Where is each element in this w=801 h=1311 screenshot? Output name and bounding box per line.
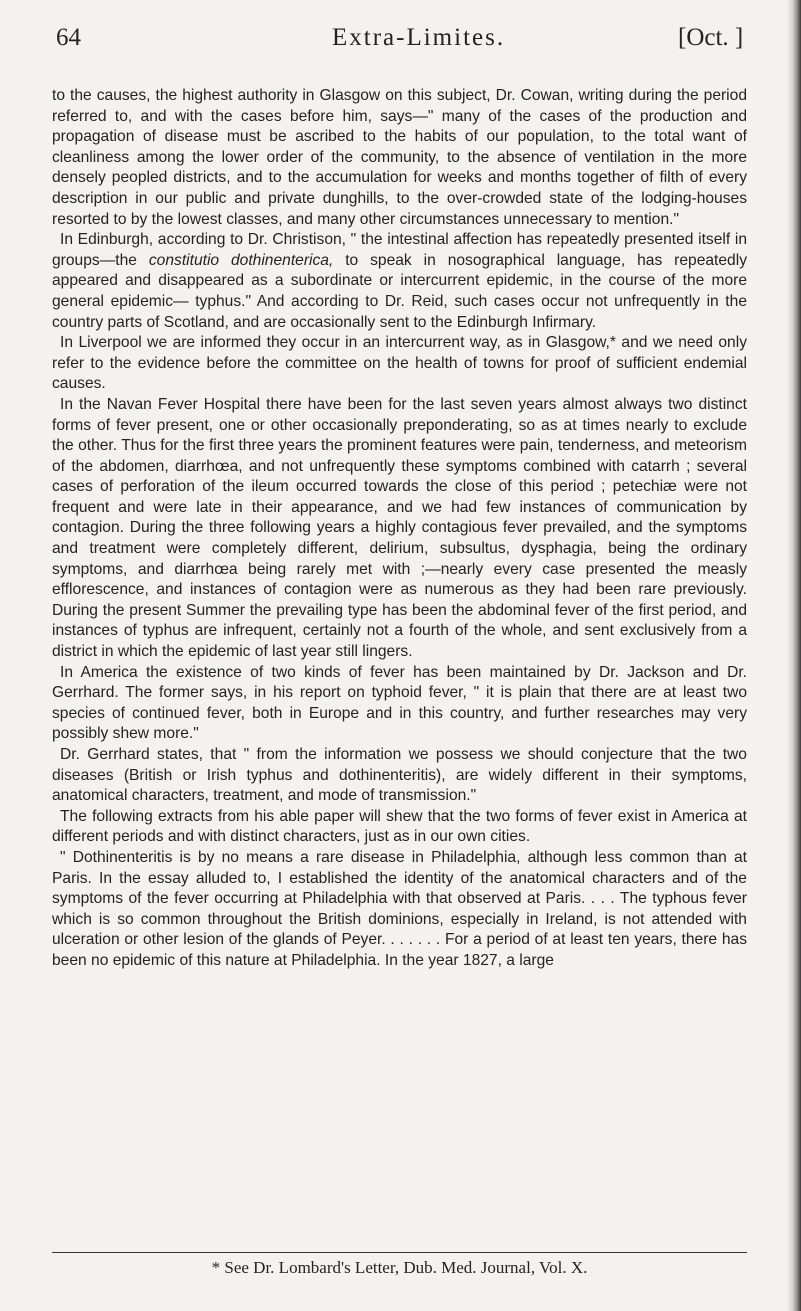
page-number: 64 [56, 24, 81, 51]
paragraph-glasgow: to the causes, the highest authority in Glasgow on this subject, Dr. Cowan, writing during the period referred to, and with the cases before him, says—" many of the cases of the production and propagation of disease must be ascribed to the habits of our population, to the total want of cleanliness among the lower order of the community, to the absence of ventilation in the more densely peopled districts, and to the accumulation for weeks and months together of filth of every description in our public and private dunghills, to the over-crowded state of the lodging-houses resorted to by the lowest classes, and many other circumstances unnecessary to mention." [52, 87, 747, 228]
paragraph-edinburgh [52, 230, 747, 333]
issue-date-mark: [Oct. ] [678, 24, 744, 51]
paragraph-edinburgh-latin-term: constitutio dothinenterica, [148, 251, 334, 269]
footnote-divider [52, 1252, 747, 1253]
paragraph-quotation: " Dothinenteritis is by no means a rare disease in Philadelphia, although less common than at Paris. In the essay alluded to, I established the identity of the anatomical characters and of the symptoms of the fever occurring at Philadelphia with that observed at Paris. . . . The typhous fever which is so common throughout the British dominions, especially in Ireland, is not attended with ulceration or other lesion of the glands of Peyer. . . . . . . For a period of at least ten years, there has been no epidemic of this nature at Philadelphia. In the year 1827, a large [52, 848, 747, 969]
paragraph-america: In America the existence of two kinds of fever has been maintained by Dr. Jackson and Dr. Gerrhard. The former says, in his report on typhoid fever, " it is plain that there are at least two species of continued fever, both in Europe and in this country, and further researches may very possibly shew more." [52, 663, 747, 743]
running-header [52, 8, 761, 60]
footnote: * See Dr. Lombard's Letter, Dub. Med. Journal, Vol. X. [211, 1258, 588, 1277]
paragraph-extracts-intro: The following extracts from his able paper will shew that the two forms of fever exist in America at different periods and with distinct characters, just as in our own cities. [52, 807, 747, 846]
paragraph-navan: In the Navan Fever Hospital there have been for the last seven years almost always two distinct forms of fever present, one or other occasionally preponderating, so as at times nearly to exclude the other. Thus for the first three years the prominent features were pain, tenderness, and meteorism of the abdomen, diarrhœa, and not unfrequently these symptoms combined with catarrh ; several cases of perforation of the ileum occurred towards the close of this period ; petechiæ were not frequent and were late in their appearance, and we had few instances of communication by contagion. During the three following years a highly contagious fever prevailed, and the symptoms and treatment were completely different, delirium, subsultus, dysphagia, being the ordinary symptoms, and diarrhœa being rarely met with ;—nearly every case presented the measly efflorescence, and instances of contagion were as numerous as they had been rare previously. During the present Summer the prevailing type has been the abdominal fever of the first period, and instances of typhus are infrequent, certainly not a fourth of the whole, and sent exclusively from a district in which the epidemic of last year still lingers. [52, 395, 747, 661]
paragraph-edinburgh-part-a: In Edinburgh, according to Dr. Christison, " the intestinal affection has repeatedly presented itself in groups—the [52, 231, 747, 269]
paragraph-liverpool: In Liverpool we are informed they occur in an intercurrent way, as in Glasgow,* and we need only refer to the evidence before the committee on the health of towns for proof of sufficient endemial causes. [52, 334, 747, 393]
paragraph-edinburgh-part-b: to speak in nosographical language, has repeatedly appeared and disappeared as a subordinate or intercurrent epidemic, in the course of the more general epidemic— typhus." And according to Dr. Reid, such cases occur not unfrequently in the country parts of Scotland, and are occasionally sent to the Edinburgh Infirmary. [52, 251, 747, 331]
paragraph-gerrhard: Dr. Gerrhard states, that " from the information we possess we should conjecture that the two diseases (British or Irish typhus and dothinenteritis), are widely different in their symptoms, anatomical characters, treatment, and mode of transmission." [52, 746, 747, 805]
body-text [52, 86, 747, 972]
page-edge-shadow [787, 0, 801, 1311]
running-head-title: Extra-Limites. [332, 24, 506, 51]
